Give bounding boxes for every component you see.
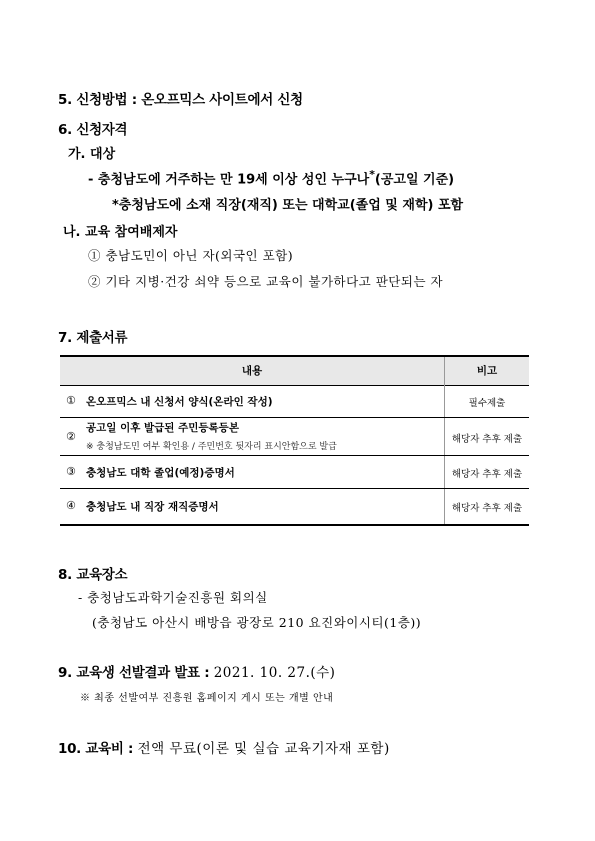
row-number: ③	[66, 465, 76, 478]
table-row	[60, 385, 529, 418]
table-row	[60, 489, 529, 526]
section-10-label: 교육비 :	[85, 741, 134, 757]
header-remark: 비고	[476, 365, 498, 377]
section-7-heading	[58, 326, 127, 346]
section-6-heading	[58, 118, 127, 138]
section-6-label: 신청자격	[76, 122, 128, 138]
row-item: 공고일 이후 발급된 주민등록등본	[86, 422, 239, 434]
section-7-label: 제출서류	[76, 330, 128, 346]
table-row	[60, 456, 529, 489]
exclusion-item-1: ① 충남도민이 아닌 자(외국인 포함)	[88, 248, 294, 263]
announcement-date: 2021. 10. 27.(수)	[213, 665, 336, 681]
row-remark: 필수제출	[468, 398, 506, 409]
section-9-number: 9.	[58, 665, 72, 681]
venue-name: - 충청남도과학기술진흥원 회의실	[78, 590, 268, 605]
section-8-number: 8.	[58, 567, 72, 583]
section-8-heading	[58, 563, 127, 583]
section-5-label: 신청방법 : 온오프믹스 사이트에서 신청	[76, 92, 303, 108]
section-10-heading	[58, 737, 390, 757]
row-note: ※ 충청남도민 여부 확인용 / 주민번호 뒷자리 표시안함으로 발급	[86, 442, 337, 452]
venue-address: (충청남도 아산시 배방읍 광장로 210 요진와이시티(1층))	[92, 615, 422, 630]
target-line-1-tail: (공고일 기준)	[374, 172, 455, 188]
section-5-number: 5.	[58, 92, 72, 108]
section-6-number: 6.	[58, 122, 72, 138]
row-number: ②	[66, 430, 76, 443]
target-line-1	[88, 168, 454, 187]
section-7-number: 7.	[58, 330, 72, 346]
row-number: ①	[66, 394, 76, 407]
table-header-row	[60, 355, 529, 386]
target-line-1-text: - 충청남도에 거주하는 만 19세 이상 성인 누구나	[88, 172, 370, 188]
row-remark: 해당자 추후 제출	[451, 434, 523, 445]
exclusion-item-2: ② 기타 지병·건강 쇠약 등으로 교육이 불가하다고 판단되는 자	[88, 274, 444, 289]
row-remark: 해당자 추후 제출	[451, 503, 523, 514]
row-item: 온오프믹스 내 신청서 양식(온라인 작성)	[86, 396, 273, 408]
row-remark: 해당자 추후 제출	[451, 469, 523, 480]
section-8-label: 교육장소	[76, 567, 128, 583]
section-5-heading	[58, 88, 303, 108]
row-item: 충청남도 대학 졸업(예정)증명서	[86, 467, 235, 479]
subsection-na-label: 나. 교육 참여배제자	[63, 225, 178, 240]
section-9-heading	[58, 661, 335, 681]
target-line-2: *충청남도에 소재 직장(재직) 또는 대학교(졸업 및 재학) 포함	[112, 198, 464, 213]
row-item: 충청남도 내 직장 재직증명서	[86, 501, 219, 513]
header-content: 내용	[241, 365, 263, 377]
section-10-number: 10.	[58, 741, 82, 757]
target-line-1-mark: *	[369, 168, 375, 181]
subsection-ga-label: 가. 대상	[68, 147, 116, 162]
section-9-label: 교육생 선발결과 발표 :	[76, 665, 210, 681]
table-row	[60, 418, 529, 456]
selection-note: ※ 최종 선발여부 진흥원 홈페이지 게시 또는 개별 안내	[80, 693, 334, 704]
row-number: ④	[66, 499, 76, 512]
tuition-value: 전액 무료(이론 및 실습 교육기자재 포함)	[137, 741, 390, 757]
